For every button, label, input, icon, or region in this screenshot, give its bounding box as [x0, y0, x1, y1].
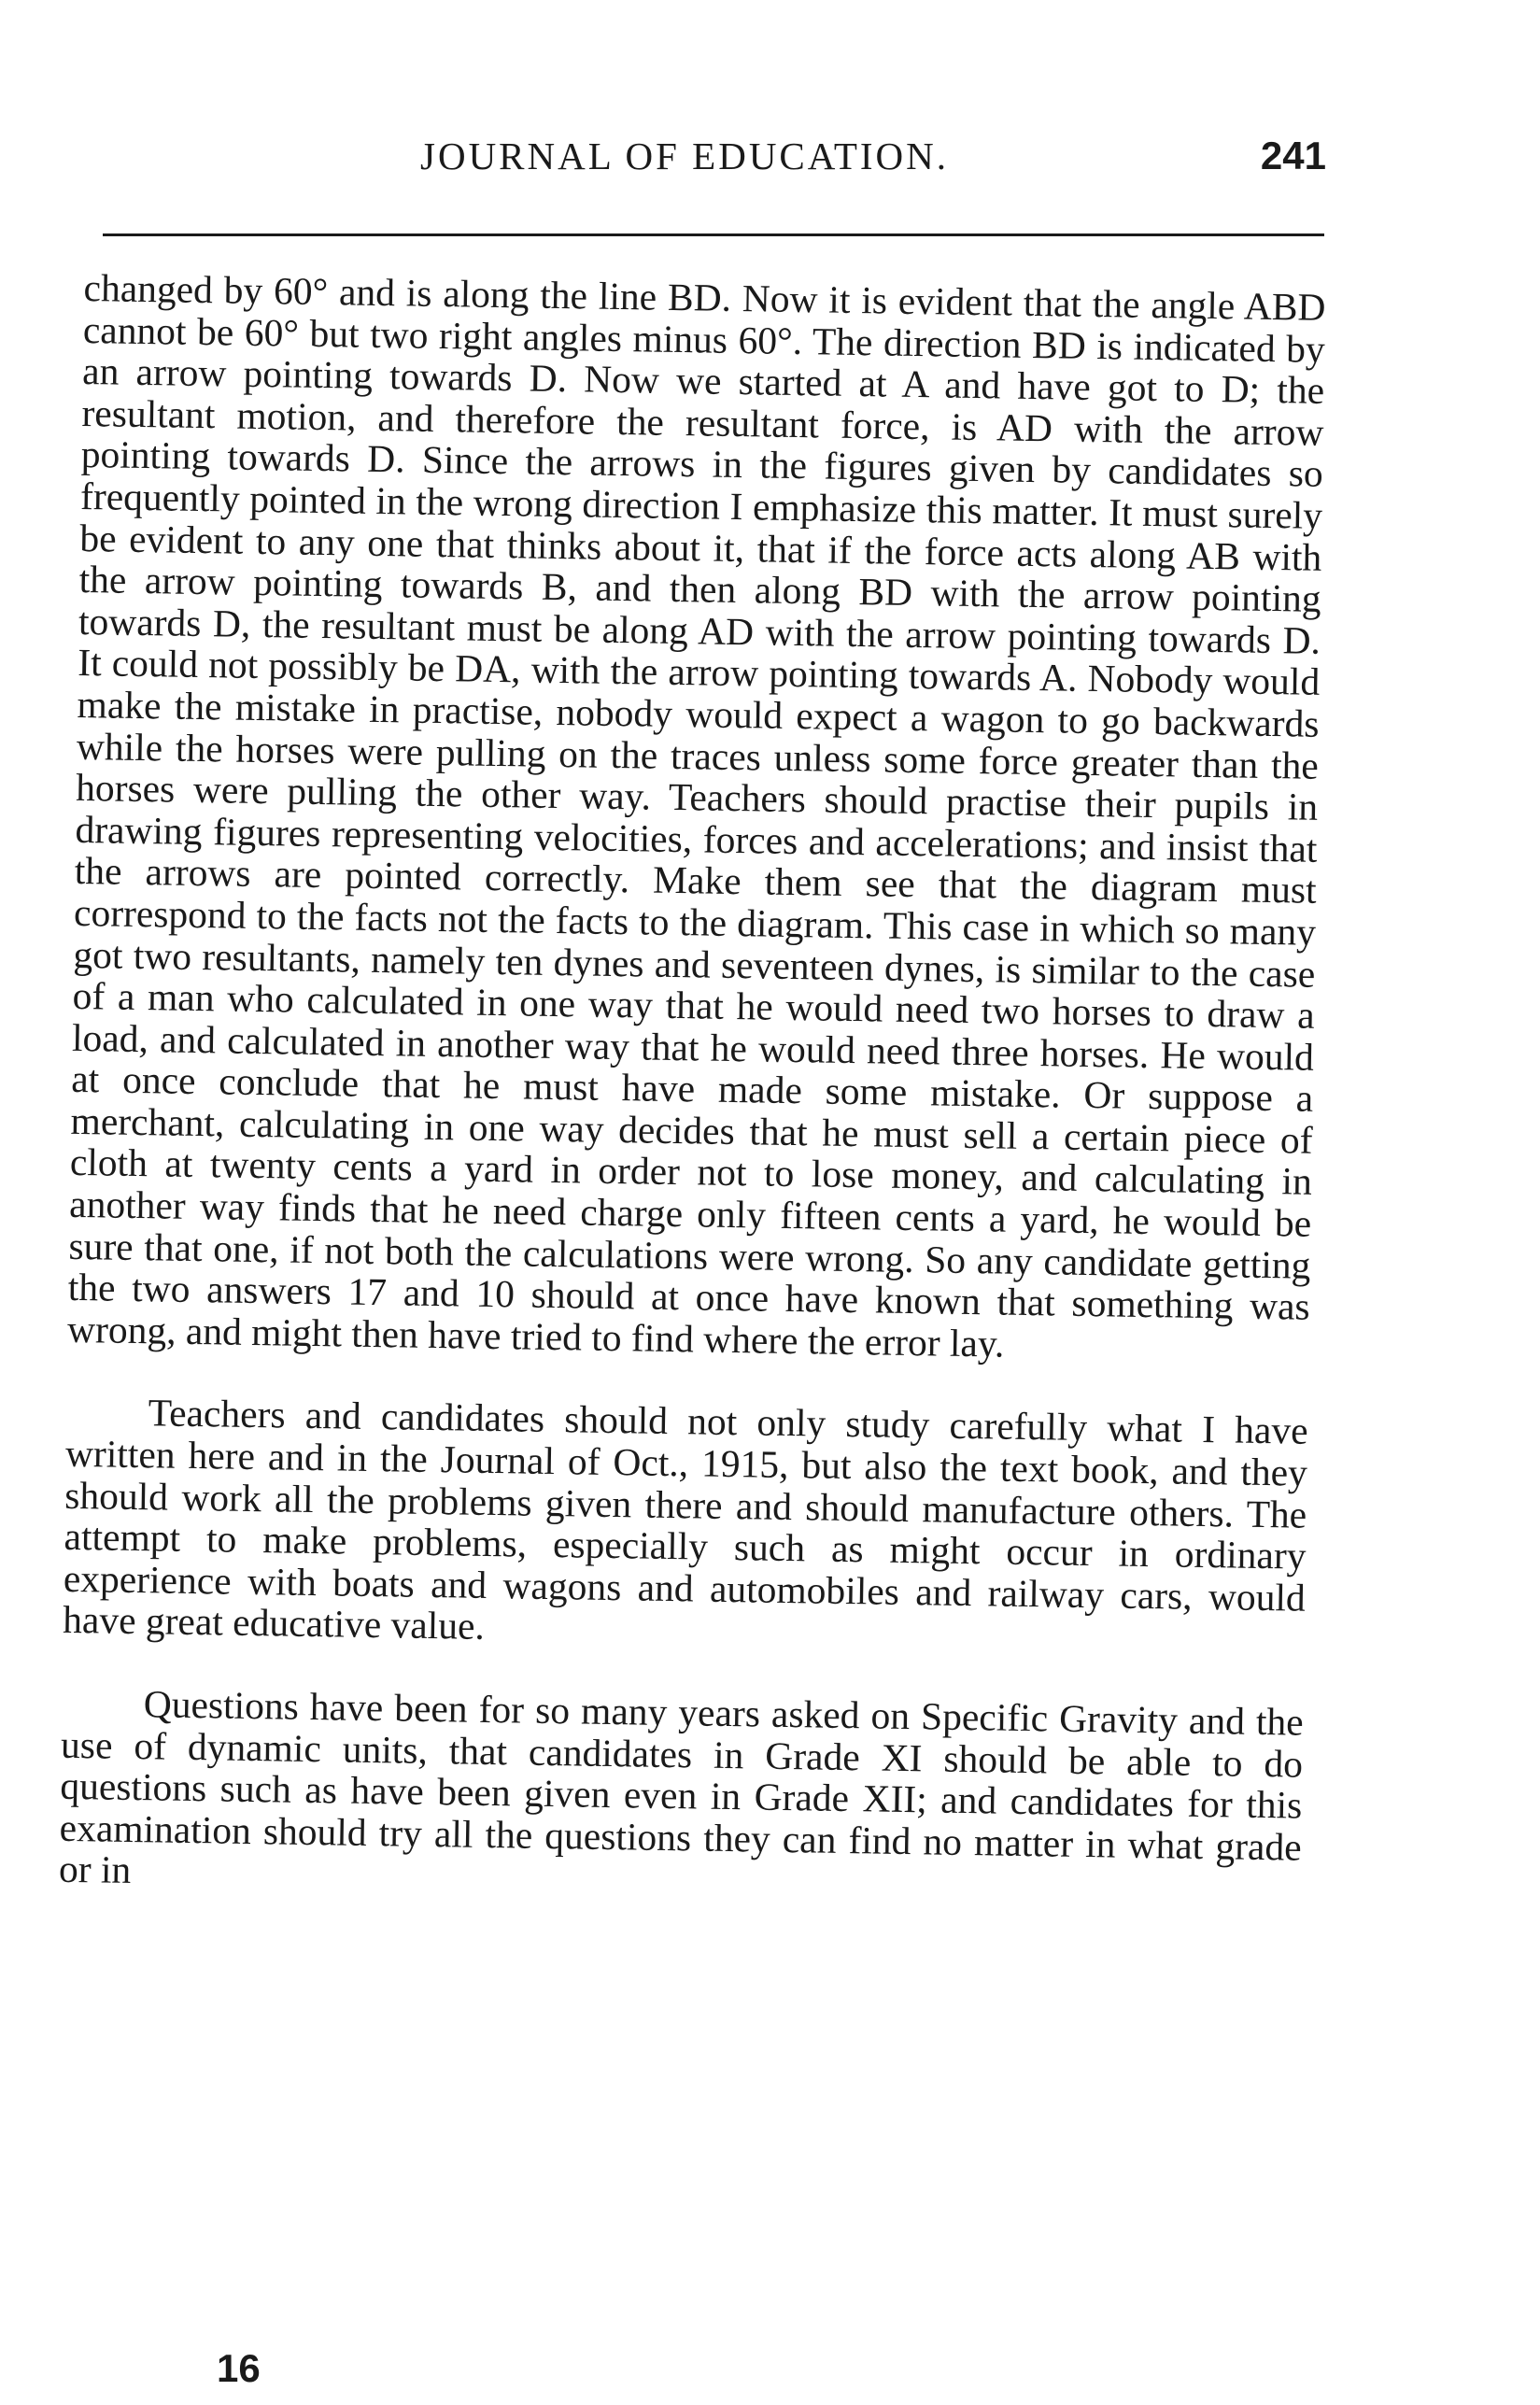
header-rule [103, 233, 1324, 236]
running-head [93, 134, 1326, 190]
journal-title: JOURNAL OF EDUCATION. [420, 134, 950, 177]
paragraph-questions: Questions have been for so many years asked on Specific Gravity and the use of dynamic units, that candidates in Grade XI should be able to do questions such as have been given even in Grade XII; and candidates for this examination should try all the questions they can find no matter in what grade or in [58, 1682, 1305, 1892]
page-number: 241 [1260, 134, 1326, 177]
signature-mark: 16 [217, 2346, 261, 2390]
paragraph-continued: changed by 60° and is along the line BD. Now it is evident that the angle ABD cannot be 60° but two right angles minus 60°. The direction BD is indicated by an arrow pointing towards D. Now we started at A and have got to D; the resultant motion, and therefore the resultant force, is AD with the arrow pointing towards D. Since the arrows in the figures given by candidates so frequently pointed in the wrong direction I emphasize this matter. It must surely be evident to any one that thinks about it, that if the force acts along AB with the arrow pointing towards B, and then along BD with the arrow pointing towards D, the resultant must be along AD with the arrow pointing towards D. It could not possibly be DA, with the arrow pointing towards A. Nobody would make the mistake in practise, nobody would expect a wagon to go backwards while the horses were pulling on the traces unless some force greater than the horses were pulling the other way. Teachers should practise their pupils in drawing figures representing velocities, forces and accelerations; and insist that the arrows are pointed correctly. Make them see that the diagram must correspond to the facts not the facts to the diagram. This case in which so many got two resultants, namely ten dynes and seventeen dynes, is similar to the case of a man who calculated in one way that he would need two horses to draw a load, and calculated in another way that he would need three horses. He would at once conclude that he must have made some mistake. Or suppose a merchant, calculating in one way decides that he must sell a certain piece of cloth at twenty cents a yard in order not to lose money, and calculating in another way finds that he need charge only fifteen cents a yard, he would be sure that one, if not both the calculations were wrong. So any candidate getting the two answers 17 and 10 should at once have known that something was wrong, and might then have tried to find where the error lay. [66, 266, 1326, 1365]
body-text [59, 267, 1326, 1910]
paragraph-teachers: Teachers and candidates should not only study carefully what I have written here and in the Journal of Oct., 1915, but also the text book, and they should work all the problems given there and should manufacture others. The attempt to make problems, especially such as might occur in ordinary experience with boats and wagons and automobiles and railway cars, would have great educative value. [62, 1391, 1308, 1648]
